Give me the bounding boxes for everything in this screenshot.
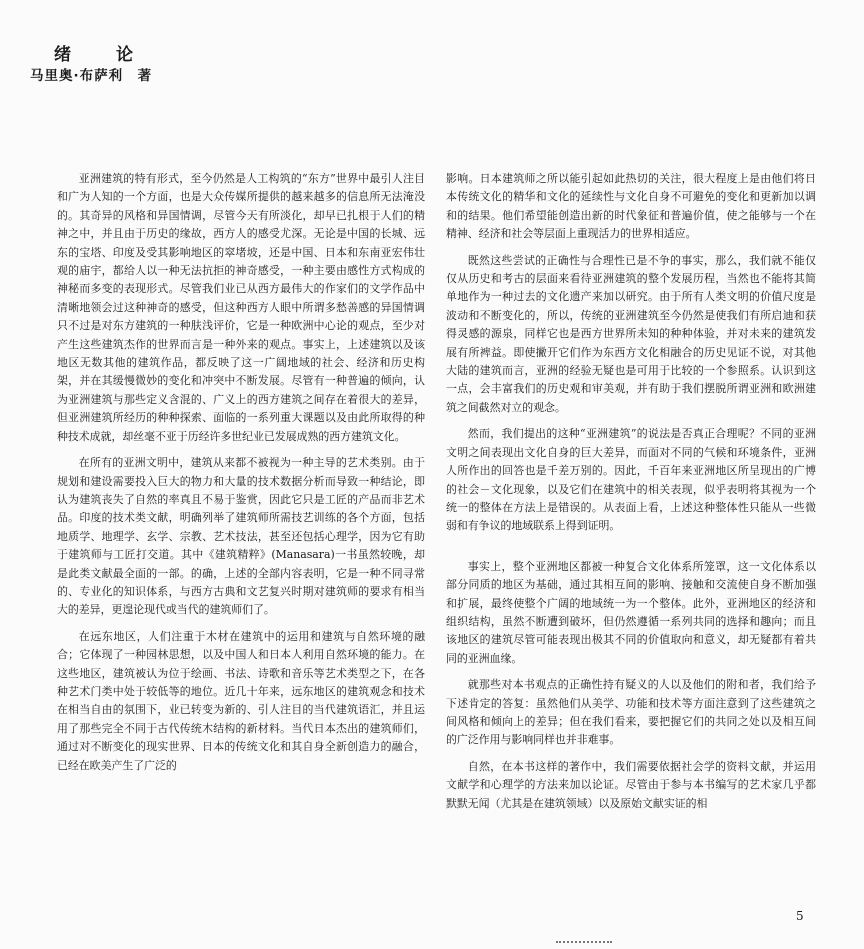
paragraph: 在远东地区，人们注重于木材在建筑中的运用和建筑与自然环境的融合；它体现了一种园林思想，以及中国人和日本人利用自然环境的能力。在这些地区，建筑被认为位于绘画、书法、诗歌和音乐等艺术类型之下，在各种艺术门类中处于较低等的地位。近几十年来，远东地区的建筑观念和技术在相当自由的氛围下，业已转变为新的、引人注目的当代建筑语汇，并且运用了那些完全不同于古代传统木结构的新材料。当代日本杰出的建筑师们，通过对不断变化的现实世界、日本的传统文化和其自身全新创造力的融合，已经在欧美产生了广泛的 [57, 629, 425, 772]
paragraph: 就那些对本书观点的正确性持有疑义的人以及他们的附和者，我们给予下述肯定的答复：虽然他们从美学、功能和技术等方面注意到了这些建筑之间风格和倾向上的差异；但在我们看来，要把握它们的共同之处以及相互间的广泛作用与影响同样也并非难事。 [446, 678, 816, 747]
scan-edge-mark [556, 941, 612, 947]
chapter-title: 绪 论 [54, 45, 147, 65]
paragraph: 自然，在本书这样的著作中，我们需要依据社会学的资料文献，并运用文献学和心理学的方法来加以论证。尽管由于参与本书编写的艺术家几乎都默默无闻（尤其是在建筑领域）以及原始文献实证的相 [446, 759, 816, 810]
paragraph: 既然这些尝试的正确性与合理性已是不争的事实，那么，我们就不能仅仅从历史和考古的层面来看待亚洲建筑的整个发展历程，当然也不能将其简单地作为一种过去的文化遗产来加以研究。由于所有人类文明的价值尺度是波动和不断变化的，所以，传统的亚洲建筑至今仍然是使我们有所启迪和获得灵感的源泉，同样它也是西方世界所未知的种种体验，并对未来的建筑发展有所裨益。即使撇开它们作为东西方文化相融合的历史见证不说，对其他大陆的建筑而言，亚洲的经验无疑也是可用于比较的一个参照系。认识到这一点，会丰富我们的历史观和审美观，并有助于我们摆脱所谓亚洲和欧洲建筑之间截然对立的观念。 [446, 253, 816, 414]
paragraph: 然而，我们提出的这种“亚洲建筑”的说法是否真正合理呢？不同的亚洲文明之间表现出文化自身的巨大差异，而面对不同的气候和环境条件，亚洲人所作出的回答也是千差万别的。因此，千百年来亚洲地区所呈现出的广博的社会－文化现象，以及它们在建筑中的相关表现，似乎表明将其视为一个统一的整体在方法上是错误的。从表面上看，上述这种整体性只能从一些微弱和有争议的地域联系上得到证明。 [446, 427, 816, 533]
paragraph: 事实上，整个亚洲地区都被一种复合文化体系所笼罩，这一文化体系以部分同质的地区为基础，通过其相互间的影响、接触和交流使自身不断加强和扩展，最终使整个广阔的地域统一为一个整体。此外，亚洲地区的经济和组织结构，虽然不断遭到破坏，但仍然遵循一系列共同的选择和趣向；而且该地区的建筑尽管可能表现出极其不同的价值取向和意义，却无疑都有着共同的亚洲血缘。 [446, 559, 816, 665]
right-column [446, 170, 816, 813]
author-line: 马里奥·布萨利 著 [30, 68, 153, 84]
paragraph: 在所有的亚洲文明中，建筑从来都不被视为一种主导的艺术类别。由于规划和建设需要投入巨大的物力和大量的技术数据分析而导致一种结论，即认为建筑丧失了自然的率真且不易于鉴赏，因此它只是工匠的产品而非艺术品。印度的技术类文献，明确列举了建筑师所需技艺训练的各个方面，包括地质学、地理学、玄学、宗教、艺术技法，甚至还包括心理学，因为它有助于建筑师与工匠打交道。其中《建筑精粹》(Manasara)一书虽然较晚，却是此类文献最全面的一部。的确，上述的全部内容表明，它是一种不同寻常的、专业化的知识体系，与西方古典和文艺复兴时期对建筑师的要求有相当大的差异，更遑论现代或当代的建筑师们了。 [57, 456, 425, 617]
paragraph-continued: 影响。日本建筑师之所以能引起如此热切的关注，很大程度上是由他们将日本传统文化的精华和文化的延续性与文化自身不可避免的变化和更新加以调和的结果。他们希望能创造出新的时代象征和普遍价值，使之能够与一个在精神、经济和社会等层面上重现活力的世界相适应。 [446, 172, 816, 241]
paragraph: 亚洲建筑的特有形式，至今仍然是人工构筑的“东方”世界中最引人注目和广为人知的一个方面，也是大众传媒所提供的越来越多的信息所无法淹没的。其奇异的风格和异国情调，尽管今天有所淡化，却早已扎根于人们的精神之中，并且由于历史的缘故，西方人的感受尤深。无论是中国的长城、远东的宝塔、印度及受其影响地区的窣堵坡，还是中国、日本和东南亚宏伟壮观的庙宇，都给人以一种无法抗拒的神奇感受，一种主要由感性方式构成的神秘而多变的表现形式。尽管我们业已从西方最伟大的作家们的文学作品中清晰地领会过这种神奇的感受，但这种西方人眼中所谓多愁善感的异国情调只不过是对东方建筑的一种肤浅评价，它是一种欧洲中心论的观点，至少对产生这些建筑杰作的世界而言是一种外来的观点。事实上，上述建筑以及该地区无数其他的建筑作品，都反映了这一广阔地域的社会、经济和历史构架，并在其缓慢微妙的变化和冲突中不断发展。尽管有一种普遍的倾向，认为亚洲建筑与那些定义含混的、广义上的西方建筑之间存在着很大的差异，但亚洲建筑所经历的种种探索、面临的一系列重大课题以及由此所取得的种种技术成就，却丝毫不亚于历经许多世纪业已发展成熟的西方建筑文化。 [57, 172, 425, 443]
left-column [57, 170, 425, 775]
page-number: 5 [796, 909, 804, 923]
